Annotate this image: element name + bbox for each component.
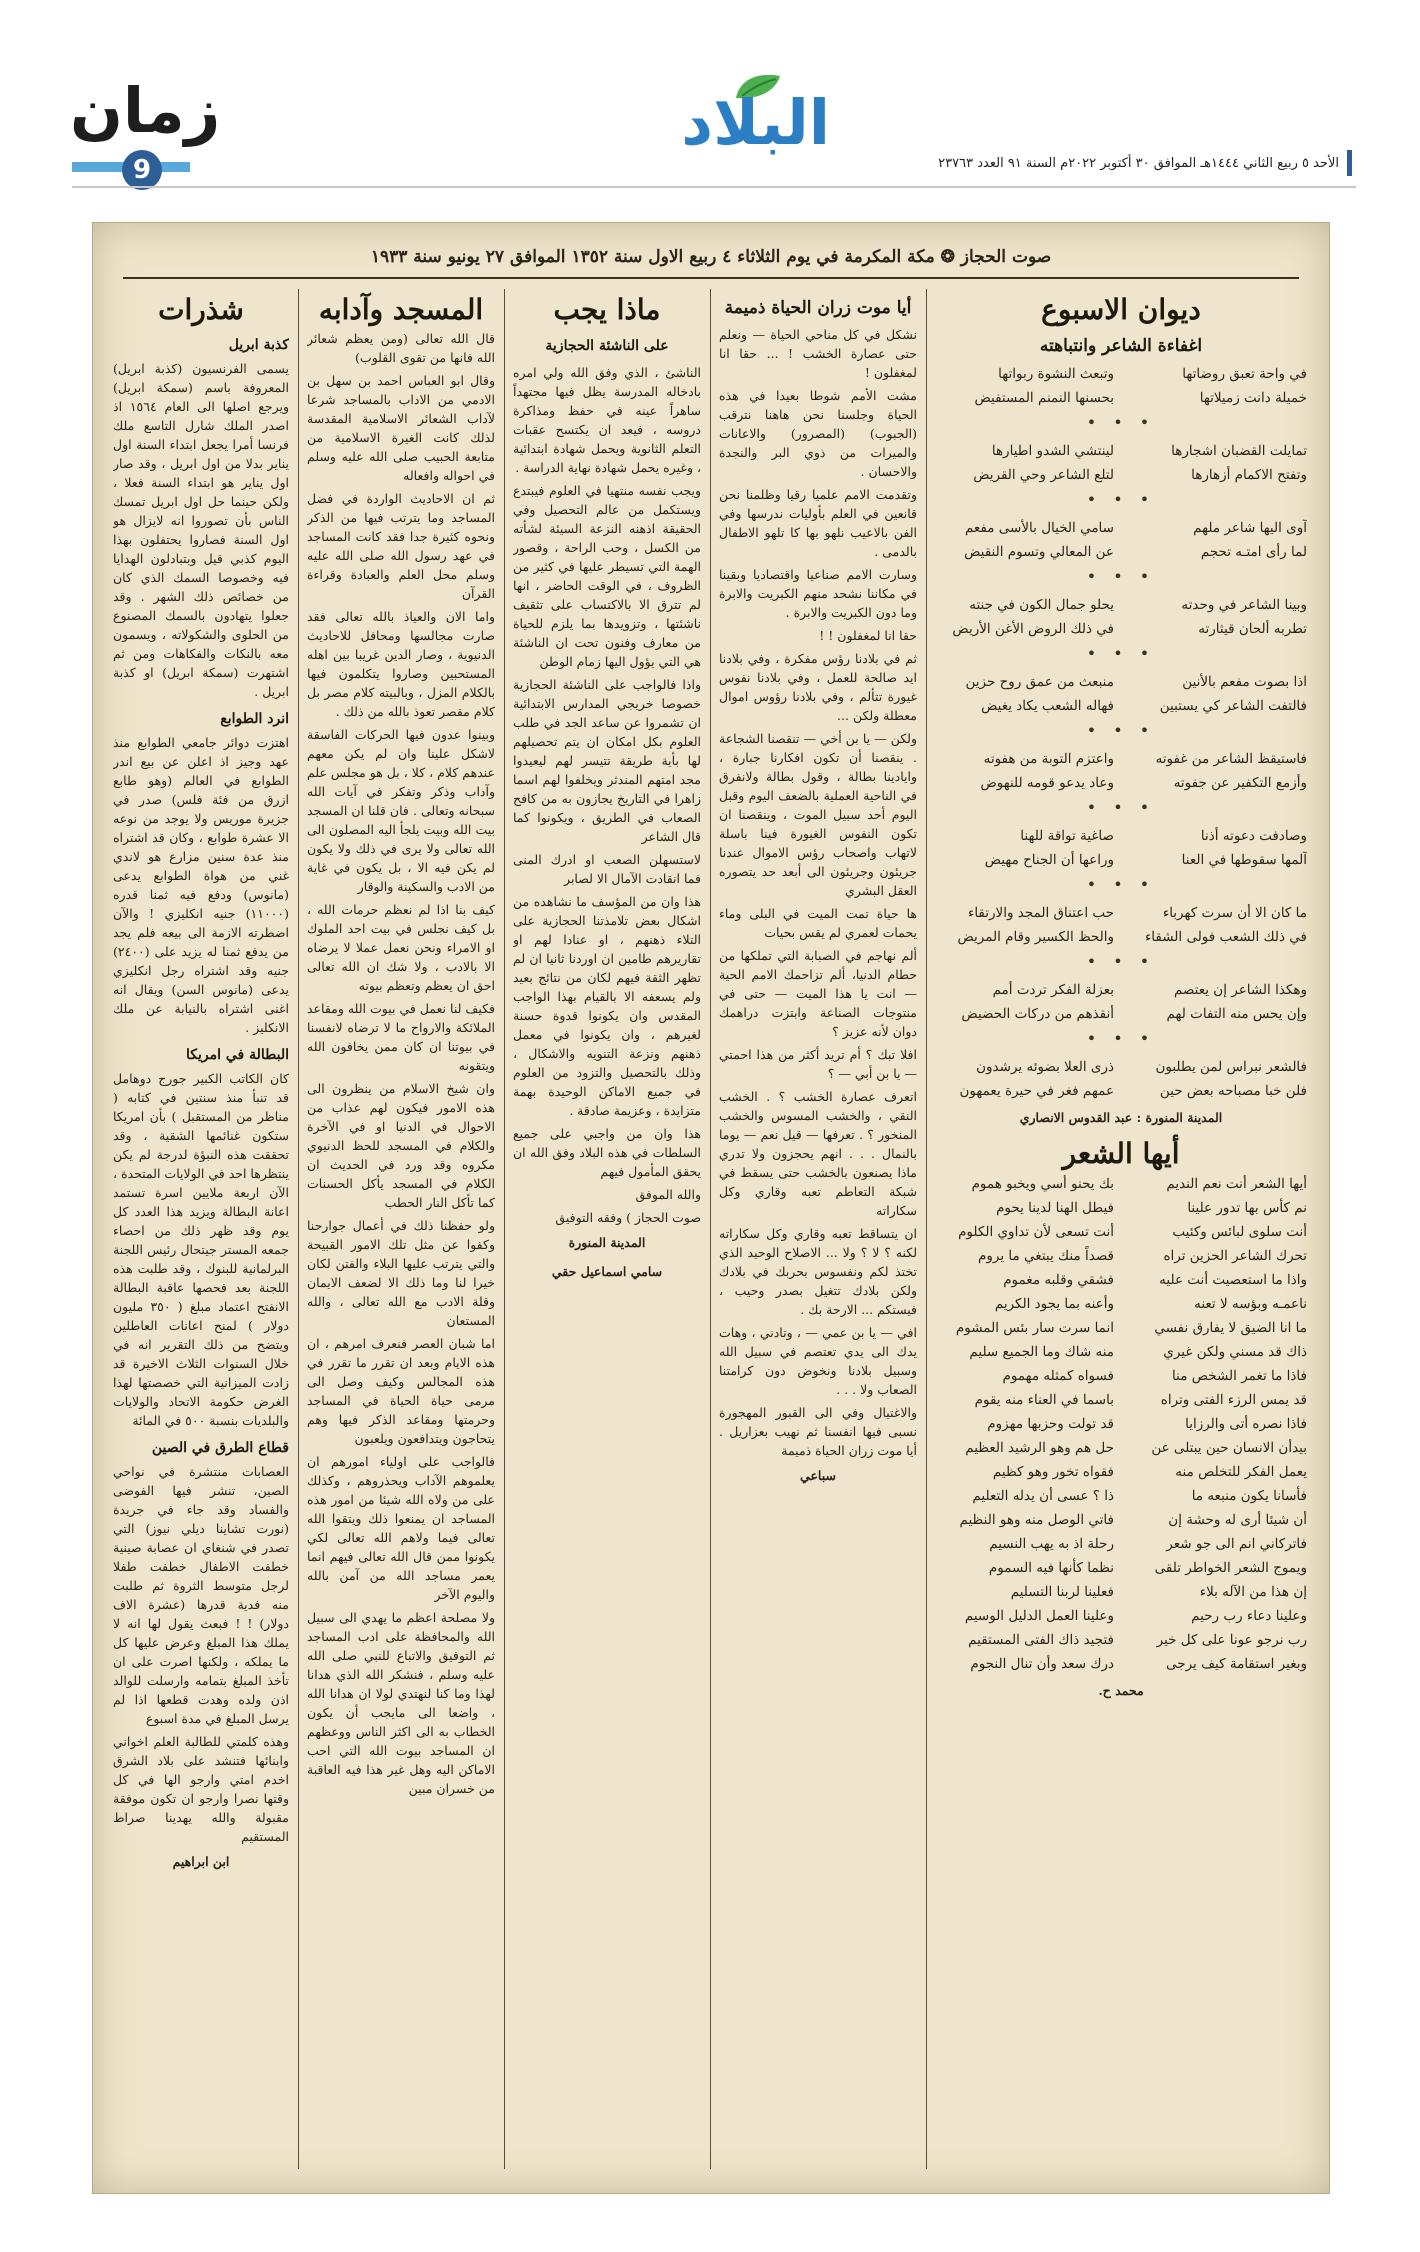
stanza-divider: • • • [1086, 952, 1156, 971]
poem-verse [935, 1509, 1307, 1531]
column-diwan [935, 289, 1307, 2169]
verse-second-hemistich: حل هم وهو الرشيد العظيم [965, 1440, 1114, 1456]
article-paragraph: والاغتيال وفي الى القبور المهجورة نسبى فيها انفسنا ثم نهيب بعزاريل . أيا موت زران الحياة ذميمة [719, 1405, 917, 1458]
shadharat-body [113, 335, 289, 1846]
article-paragraph: صوت الحجاز ) وفقه التوفيق [555, 1210, 701, 1225]
madha-body [513, 363, 701, 1227]
verse-second-hemistich: واعتزم التوبة من هفوته [983, 751, 1114, 767]
stanza-divider: • • • [1086, 798, 1156, 817]
ayamuut-title: أيا موت زران الحياة ذميمة [724, 298, 912, 318]
verse-first-hemistich: وإن يحس منه التفات لهم [1166, 1006, 1307, 1022]
article-paragraph: افلا تبك ؟ أم تريد أكثر من هذا احمتي — يا بن أبي — ؟ [719, 1047, 917, 1081]
verse-first-hemistich: ما انا الضيق لا يفارق نفسي [1154, 1320, 1307, 1336]
verse-second-hemistich: حب اعتناق المجد والارتقاء [967, 905, 1114, 921]
stanza-divider: • • • [1086, 567, 1156, 586]
poem-verse [935, 825, 1307, 847]
verse-first-hemistich: ناعمـه وبؤسه لا تعنه [1194, 1296, 1307, 1312]
verse-second-hemistich: وعاد يدعو قومه للنهوض [980, 775, 1114, 791]
verse-first-hemistich: أنت سلوى لبائس وكئيب [1172, 1224, 1307, 1240]
poem-verse [935, 1629, 1307, 1651]
verse-second-hemistich: بحسنها النمنم المستفيض [974, 390, 1114, 406]
verse-first-hemistich: وصادفت دعوته أذنا [1200, 828, 1307, 844]
verse-second-hemistich: والحظ الكسير وقام المريض [957, 929, 1114, 945]
verse-first-hemistich: وأزمع التكفير عن جفوته [1173, 775, 1307, 791]
poem-verse [935, 1413, 1307, 1435]
poem2-title: أيها الشعر [1062, 1137, 1180, 1170]
verse-first-hemistich: فالشعر نبراس لمن يطلبون [1155, 1059, 1307, 1075]
poem-verse [935, 1221, 1307, 1243]
column-rule [926, 289, 927, 2169]
article-paragraph: وان شيخ الاسلام من ينظرون الى هذه الامور فيكون لهم عذاب من الاحوال في الدنيا او في الآخرة والكلام في المسجد للحظ الدنيوي مكروه وقد ورد في الحديث ان الكلام في المسجد يأكل الحسنات كما تأكل النار الحطب [307, 1081, 495, 1210]
column-masjid [307, 289, 495, 2169]
article-paragraph: وسارت الامم صناعيا واقتصاديا وبقينا في مكاننا نشحد منهم الكبريت والابرة وما دون الكبريت والابرة . [719, 567, 917, 620]
verse-second-hemistich: صاغية تواقة للهنا [1020, 828, 1114, 844]
stanza-divider: • • • [1086, 490, 1156, 509]
poem-verse [935, 387, 1307, 409]
column-shadharat [113, 289, 289, 2169]
poem-verse [935, 1317, 1307, 1339]
poem-verse [935, 440, 1307, 462]
verse-second-hemistich: رحلة اذ به يهب النسيم [989, 1536, 1114, 1552]
verse-second-hemistich: فعلينا لربنا التسليم [1010, 1584, 1114, 1600]
verse-second-hemistich: فقواه تخور وهو كظيم [992, 1464, 1114, 1480]
archive-masthead: صوت الحجاز ❂ مكة المكرمة في يوم الثلاثاء ٤ ربيع الاول سنة ١٣٥٢ الموافق ٢٧ يونيو سنة ١٩٣٣ [123, 237, 1299, 279]
verse-first-hemistich: في ذلك الشعب فولى الشقاء [1144, 929, 1307, 945]
masjid-title: المسجد وآدابه [318, 293, 484, 326]
verse-second-hemistich: عمهم فغر في حيرة يعمهون [959, 1083, 1114, 1099]
verse-second-hemistich: منبعث من عمق روح حزين [965, 674, 1114, 690]
poem-verse [935, 363, 1307, 385]
shadharat-paragraph: العصابات منتشرة في نواحي الصين، تنشر فيها الفوضى والفساد وقد جاء في جريدة (نورت تشاينا ديلي نيوز) التي تصدر في شنغاي ان عصابة صينية خطفت الاطفال خطفت طفلا لرجل متوسط الثروة ثم طلبت منه فدية قدرها (عشرة الاف دولار) ! ! فبعث يقول لها انه لا يملك هذا المبلغ وعرض عليها كل ما يملكه ، ولكنها اصرت على ان تأخذ المبلغ بتمامه وارسلت للوالد اذن ولده وهدت قطعها اذا لم يرسل المبلغ في مدة اسبوع [113, 1464, 289, 1726]
poem-verse [935, 1485, 1307, 1507]
article-paragraph: فكيف لنا نعمل في بيوت الله ومقاعد الملائكة والارواح ما لا ترضاه لانفسنا في بيوتنا ان كان ممن يخافون الله ويتقونه [307, 1001, 495, 1073]
verse-second-hemistich: سامي الخيال بالأسى مفعم [964, 520, 1114, 536]
verse-first-hemistich: تطربه ألحان قيثارته [1198, 621, 1307, 637]
verse-second-hemistich: وراعها أن الجناح مهيض [984, 852, 1114, 868]
verse-second-hemistich: فيطل الهنا لدينا يحوم [996, 1200, 1114, 1216]
verse-first-hemistich: وتفتح الاكمام أزهارها [1191, 467, 1307, 483]
poem-verse [935, 1557, 1307, 1579]
verse-first-hemistich: واذا ما استعصيت أنت عليه [1159, 1272, 1307, 1288]
verse-second-hemistich: أنقذهم من دركات الحضيض [961, 1006, 1114, 1022]
verse-first-hemistich: ويموج الشعر الخواطر تلقى [1154, 1560, 1307, 1576]
article-paragraph: اما شبان العصر فنعرف امرهم ، ان هذه الايام وبعد ان تقرر ما تقرر في هذه المجالس وكيف وصل الى مرمى حياة الحياة في المساجد وحرمتها ومقاعد الذكر فيها وهم يتحاجون ويتدافعون ويلعبون [307, 1336, 495, 1446]
article-paragraph: مشت الأمم شوطا بعيدا في هذه الحياة وجلسنا نحن هاهنا نترقب (الجبوب) (المصرور) والاعانات والميرات من ذوي البر والنجدة والاحسان . [719, 388, 917, 479]
verse-first-hemistich: إن هذا من الآله بلاء [1199, 1584, 1307, 1600]
article-paragraph: ثم في بلادنا رؤس مفكرة ، وفي بلادنا ايد صالحة للعمل ، وفي بلادنا نفوس غيورة تتألم ، وفي بلادنا رؤوس اموال معطلة ولكن ... [719, 651, 917, 723]
verse-second-hemistich: أنت تسعى لأن تداوي الكلوم [958, 1224, 1114, 1240]
shadharat-title: شذرات [158, 293, 244, 326]
poem-verse [935, 1365, 1307, 1387]
diwan-signature: المدينة المنورة : عبد القدوس الانصاري [1019, 1110, 1223, 1125]
poem-verse [935, 849, 1307, 871]
madha-signature: سامي اسماعيل حقي [551, 1264, 663, 1279]
verse-first-hemistich: بيدأن الانسان حين يبتلى عن [1151, 1440, 1307, 1456]
verse-first-hemistich: ما كان الا أن سرت كهرباء [1162, 905, 1307, 921]
verse-first-hemistich: فلن خبا مصباحه بعض حين [1159, 1083, 1307, 1099]
poem-verse [935, 1003, 1307, 1025]
verse-second-hemistich: في ذلك الروض الأغن الأريض [952, 621, 1114, 637]
verse-second-hemistich: باسما في العناء منه يقوم [974, 1392, 1114, 1408]
stanza-divider: • • • [1086, 721, 1156, 740]
article-paragraph: ويجب نفسه منتهيا في العلوم فيبتدع ويستكمل من عالم التحصيل وفي الحقيقة اذهنه النزعة السيئة لشأته من الكسل ، وحب الراحة ، وقصور الهمة التي تسيطر عليها في كثير من الظروف ، في الوقت الحاضر ، انها لم تترق الا بالاكتساب على تثقيف ناشئتها ، وتزويدها بما يلزم للحياة من معارف وفنون تحت ان الناشئة هي التي يؤول اليها زمام الوطن [513, 483, 701, 669]
shadharat-heading: قطاع الطرق في الصين [151, 1440, 289, 1456]
stanza-divider: • • • [1086, 1029, 1156, 1048]
verse-second-hemistich: فسواه كمثله مهموم [1002, 1368, 1114, 1384]
article-paragraph: وتقدمت الامم علميا رقيا وظلمنا نحن قانعين في العلم بأوليات ندرسها وفي الفن بالاعيب نلهو بها كا تلهو الاطفال بالدمى . [719, 487, 917, 559]
verse-first-hemistich: أن شيئا أرى له وحشة إن [1168, 1512, 1307, 1528]
poem-verse [935, 1437, 1307, 1459]
article-paragraph: افي — يا بن عمي — ، وتادني ، وهات يدك الى يدي تعتصم في سبيل الله وسبيل بلادنا ونخوض دون كرامتنا الصعاب ولا . . . [719, 1325, 917, 1397]
verse-first-hemistich: اذا بصوت مفعم بالأنين [1182, 674, 1307, 690]
verse-first-hemistich: أيها الشعر أنت نعم النديم [1166, 1176, 1307, 1192]
article-paragraph: واما الان والعياذ بالله تعالى فقد صارت مجالسها ومحافل للاحاديث الدنيوية ، وصار الدين غريبا بين اهله المستحبين وصاروا يتكلمون فيها بالكلام المزل ، وبالبيته كلام مصر بل كلام مقصر تعوذ بالله من ذلك . [307, 609, 495, 719]
issue-dateline: الأحد ٥ ربيع الثاني ١٤٤٤هـ الموافق ٣٠ أكتوبر ٢٠٢٢م السنة ٩١ العدد ٢٣٧٦٣ [938, 150, 1352, 176]
poem-verse [935, 979, 1307, 1001]
verse-first-hemistich: فالتفت الشاعر كي يستبين [1159, 698, 1307, 714]
madha-subtitle: على الناشئة الحجازية [545, 338, 669, 354]
article-paragraph: واذا فالواجب على الناشئة الحجازية خصوصا خريجي المدارس الابتدائية ان تشمروا عن ساعد الجد في طلب العلوم بكل امكان ان يتم تحصيلهم لها بأية طريقة تتيسر لهم ليعيدوا مجد امتهم المندثر ويخلفوا لهم اسما زاهرا في التاريخ يجازون به من كافح الصعاب في الطريق ، ويكونوا كما قال الشاعر [513, 677, 701, 844]
stanza-divider: • • • [1086, 644, 1156, 663]
article-paragraph: فالواجب على اولياء امورهم ان يعلموهم الآداب ويحذروهم ، وكذلك على من ولاه الله شيئا من امور هذه المساجد ان يمنعوا ذلك ويتقوا الله تعالى فيما ولاهم الله تعالى لكي يكونوا ممن قال الله تعالى فيهم انما يعمر مساجد الله من آمن بالله واليوم الآخر [307, 1454, 495, 1602]
shadharat-heading: انرد الطوابع [220, 711, 289, 727]
madha-place: المدينة المنورة [568, 1235, 646, 1250]
poem2-poem [935, 1173, 1307, 1675]
stanza-divider: • • • [1086, 413, 1156, 432]
verse-first-hemistich: فاستيقظ الشاعر من غفوته [1155, 751, 1307, 767]
verse-second-hemistich: وعلينا العمل الدليل الوسيم [964, 1608, 1114, 1624]
verse-first-hemistich: فأسانا يكون منبعه ما [1191, 1488, 1307, 1504]
column-rule [298, 289, 299, 2169]
verse-first-hemistich: فاذا ما تغمر الشخص منا [1172, 1368, 1307, 1384]
article-paragraph: لاستسهلن الصعب او ادرك المنى فما انقادت الآمال الا لصابر [513, 852, 701, 886]
shadharat-heading: كذبة ابريل [228, 337, 289, 353]
poem-verse [935, 671, 1307, 693]
shadharat-paragraph: وهذه كلمتي للطالبة العلم اخواني وابنائها فتنشد على بلاد الشرق اخدم امتي وارجو الها في كل وقتها نصرا وارجو ان تكون موفقة مقبولة والله يهدينا صراط المستقيم [113, 1734, 289, 1844]
article-paragraph: الناشئ ، الذي وفق الله ولي امره بادخاله المدرسة يظل فيها مجتهداً ساهراً عينه في حفظ ومذاكرة دروسه ، فيعد ان يكتسح عقبات التعلم الثانوية ويحمل شهادة ابتدائية ، وغيره يحمل شهادة نهاية الدراسة . [513, 365, 701, 475]
verse-second-hemistich: منه شاك وما الجميع سليم [969, 1344, 1114, 1360]
verse-first-hemistich: قد يمس الرزء الفتى وتراه [1160, 1392, 1307, 1408]
column-ayamuut [719, 289, 917, 2169]
verse-first-hemistich: آلمها سقوطها في العنا [1181, 852, 1307, 868]
verse-first-hemistich: رب نرجو عونا على كل خير [1156, 1632, 1307, 1648]
verse-first-hemistich: وعلينا دعاء رب رحيم [1191, 1608, 1307, 1624]
verse-second-hemistich: انما سرت سار بئس المشوم [955, 1320, 1114, 1336]
article-paragraph: حقا انا لمغفلون ! ! [819, 628, 917, 643]
poem-verse [935, 902, 1307, 924]
article-paragraph: ها حياة تمت الميت في البلى وماء يحمات لعمري لم يقس بحيات [719, 906, 917, 940]
section-title: زمان [70, 74, 221, 147]
poem-verse [935, 748, 1307, 770]
poem-verse [935, 1080, 1307, 1102]
verse-first-hemistich: فاذا نصره أتى والرزايا [1185, 1416, 1307, 1432]
verse-second-hemistich: يحلو جمال الكون في جنته [969, 597, 1114, 613]
ayamuut-signature: سباعي [800, 1468, 836, 1483]
poem-verse [935, 517, 1307, 539]
logo-wordmark: البلاد [681, 86, 830, 159]
poem-verse [935, 1269, 1307, 1291]
article-paragraph: ان يتساقط تعبه وقاري وكل سكاراته لكنه ؟ لا ؟ ولا ... الاصلاح الوحيد الذي تختذ لكم ونفسوس بحربك في بلادك ولكن بلادك تتغيل بصدر وحيب ، فيستكم ... الارحة بك . [719, 1226, 917, 1317]
poem-verse [935, 541, 1307, 563]
poem-verse [935, 594, 1307, 616]
poem2-signature: محمد ح. [1098, 1683, 1144, 1698]
poem-verse [935, 1533, 1307, 1555]
article-paragraph: ولا مصلحة اعظم ما يهدي الى سبيل الله والمحافظة على ادب المساجد ثم التوفيق والاتباع للنبي صلى الله عليه وسلم ، فنشكر الله الذي هدانا لهذا وما كنا لنهتدي لولا ان هدانا الله ، واضعا الى مايجب أن يكون الخطاب به الى اكثر الناس ووعظهم ان المساجد بيوت الله التي احب الاماكن اليه وهل غير هذا فيه العاقبة من خسران مبين [307, 1610, 495, 1796]
shadharat-signature: ابن ابراهيم [172, 1854, 230, 1869]
verse-first-hemistich: لما رأى امتـه تحجم [1200, 544, 1307, 560]
poem-verse [935, 464, 1307, 486]
shadharat-paragraph: كان الكاتب الكبير جورج دوهامل قد تنبأ منذ سنتين في كتابه ( مناظر من المستقبل ) بأن امريكا ستكون غنائمها الشقية ، وقد تحققت هذه النبؤة لدرجة لم يكن ينتظرها احد في الولايات المتحدة ، الآن اربعة ملايين اسرة تستمد اعانة البطالة ويزيد هذا العدد كل يوم وقد ظهر ذلك من احصاء جمعه المستر جيتحال رئيس اللجنة البرلمانية للبنوك ، وقد طلبت هذه اللجنة بعد فحصها عاقبة البطالة الانفتح اعتماد مبلغ ( ٣٥٠ مليون دولار ) لمنح اعانات العاطلين ويتضح من ذلك التقرير انه في خلال السنوات الثلاث الاخيرة قد زادت الميزانية التي خصصتها لهذا الغرض حكومة الاتحاد والولايات والبلديات بنسبة ٥٠٠ في المائة [113, 1071, 289, 1428]
poem-verse [935, 1197, 1307, 1219]
poem-verse [935, 1605, 1307, 1627]
article-paragraph: هذا وان من واجبي على جميع السلطات في هذه البلاد وفق الله ان يحقق المأمول فيهم [513, 1126, 701, 1179]
poem-verse [935, 1056, 1307, 1078]
verse-first-hemistich: في واحة تعبق روضاتها [1182, 366, 1307, 382]
verse-second-hemistich: ذرى العلا بضوئه يرشدون [976, 1059, 1114, 1075]
article-paragraph: هذا وان من المؤسف ما نشاهده من اشكال بعض تلامذتنا الحجازية على التلاء ذهنهم ، او عنادا لهم او تقاريرهم طامين ان اوردنا ثانيا ان لم تظهر الثقة فيهم لكان من نتائج بعيد ولم يسعفه الا بالقيام بهذا الواجب المقدس وان يكونوا قدوة حسنة لغيرهم ، وان يكونوا في معمل ذهنهم ونزعة التنويه والاشكال ، وذلك بالتحصيل والتزود من العلوم في جميع الاماكن الوحيدة بهمة متزايدة ، وعزيمة صادقة . [513, 894, 701, 1118]
poem-verse [935, 618, 1307, 640]
verse-second-hemistich: فهاله الشعب يكاد يغيض [981, 698, 1114, 714]
verse-first-hemistich: نم كأس بها تدور علينا [1187, 1200, 1307, 1216]
verse-second-hemistich: قصداً منك يبتغي ما يروم [978, 1248, 1114, 1264]
poem-verse [935, 1653, 1307, 1675]
poem-verse [935, 1461, 1307, 1483]
column-rule [504, 289, 505, 2169]
diwan-title: ديوان الاسبوع [1041, 293, 1201, 326]
verse-second-hemistich: فتجيد ذاك الفتى المستقيم [968, 1632, 1114, 1648]
verse-second-hemistich: فاتي الوصل منه وهو النظيم [959, 1512, 1114, 1528]
verse-second-hemistich: نظما كأنها فيه السموم [988, 1560, 1114, 1576]
poem-verse [935, 1341, 1307, 1363]
article-paragraph: قال الله تعالى (ومن يعظم شعائر الله فانها من تقوى القلوب) [307, 331, 495, 365]
verse-second-hemistich: وتبعث النشوة ربواتها [998, 366, 1114, 382]
article-paragraph: اتعرف عصارة الخشب ؟ . الخشب النقي ، والخشب المسوس والخشب المنخور ؟ . تعرفها — قيل نعم — يوما بالنمال . . . انهم يحجزون ولا تدري ماذا يصنعون بالخشب حتى يسقط في شبكة التعاطم تعبه وقاري وكل سكاراته [719, 1089, 917, 1218]
verse-second-hemistich: درك سعد وأن تنال النجوم [970, 1656, 1114, 1672]
poem-verse [935, 1389, 1307, 1411]
column-madha [513, 289, 701, 2169]
article-paragraph: نشكل في كل مناحي الحياة — ونعلم حتى عصارة الخشب ! ... حقا انا لمغفلون ! [719, 327, 917, 380]
header-divider [72, 186, 1356, 188]
newspaper-logo [681, 70, 830, 160]
stanza-divider: • • • [1086, 875, 1156, 894]
verse-first-hemistich: خميلة دانت زميلاتها [1199, 390, 1307, 406]
page-header [0, 0, 1420, 200]
shadharat-paragraph: اهتزت دوائر جامعي الطوابع منذ عهد وجيز اذ اعلن عن بيع اندر الطوابع في العالم (وهو طابع ازرق من فئة فلس) صدر في جزيرة موريس ولا يوجد من نوعه الا عشرة طوابع ، وكان قد اشتراه منذ عدة سنين مزارع هو لاندي غني من هواة الطوابع يدعى (مانوس) ودفع فيه ثمنا قدره (١١٠٠٠) جنيه انكليزي ! والآن اضطرته الازمة الى بيعه فلم يجد من يدفع ثمنا له يزيد على (٢٤٠٠) جنيه وقد اشتراه رجل انكليزي يدعى (مانوس السن) ويقال انه اغنى اشتراه بالنيابة عن ملك الانكليز . [113, 735, 289, 1035]
poem-verse [935, 1173, 1307, 1195]
article-paragraph: ولكن — يا بن أخي — تنقصنا الشجاعة . ينقصنا أن تكون افكارنا جبارة ، وايادينا بطالة ، وقول بطالة ولانفرق في الناحية العملية بالضعف اليوم وقبل اليوم أحد سبيل الموت ، وينقصنا ان تكون النفوس الغيورة فينا باسلة لاتهاب واصحاب رؤس الاموال عندنا جريئون وجريئون الى أبعد حد يتصوره العقل البشري [719, 731, 917, 898]
poem-verse [935, 772, 1307, 794]
poem-verse [935, 1245, 1307, 1267]
verse-second-hemistich: فشقي وقلبه مغموم [1003, 1272, 1114, 1288]
column-rule [710, 289, 711, 2169]
verse-first-hemistich: فاتركاني انم الى جو شعر [1166, 1536, 1307, 1552]
poem-verse [935, 1581, 1307, 1603]
archive-newspaper-page [92, 222, 1330, 2194]
poem-verse [935, 1293, 1307, 1315]
verse-first-hemistich: وبينا الشاعر في وحدته [1181, 597, 1307, 613]
verse-second-hemistich: قد تولت وحزبها مهزوم [987, 1416, 1114, 1432]
verse-second-hemistich: بك يحنو أسي ويخبو هموم [971, 1176, 1114, 1192]
shadharat-paragraph: يسمى الفرنسيون (كذبة ابريل) المعروفة باسم (سمكة ابريل) ويرجع اصلها الى العام ١٥٦٤ اذ اصدر الملك شارل التاسع ملك فرنسا أمرا يجعل ابتداء السنة اول يناير بدلا من اول ابريل ، وقد صار اول يناير هو ابتداء السنة فعلا ، ولكن حينما حل اول ابريل تمسك الناس بأن تصوروا انه لايزال هو اول السنة فصاروا يحتفلون بهذا اليوم كذبي قيل وبتبادلون الهدايا فيه وخصوصا السمك الذي كان من خصائص ذلك الشهر . وقد جعلوا يتهادون بالسمك المصنوع من الحلوى والشكولاته ، ويسمون معه بالنكات والفكاهات ومن ثم اشتهرت (سمكة ابريل) او كذبة ابريل . [113, 361, 289, 699]
article-paragraph: ولو حفظنا ذلك في أعمال جوارحنا وكفوا عن مثل تلك الامور القبيحة والتي يترتب عليها البلاء والفتن لكان خيرا لنا وما ذلك الا لضعف الايمان وقلة الادب مع الله تعالى ، والله المستعان [307, 1218, 495, 1328]
verse-first-hemistich: ذاك قد مسني ولكن غيري [1163, 1344, 1307, 1360]
article-paragraph: وبينوا عدون فيها الحركات الفاسقة لاشكل علينا وان لم يكن معهم عندهم كلام ، كلا ، بل هو مجلس علم وآداب وذكر وتفكر في آيات الله سبحانه وتعالى . فان قلنا ان المسجد بيت الله وبيت يلجأ اليه المصلون الى الله تعالى ولا يرى في ذلك ولا يكون لم يكن فيه الا ، بل يكون في غاية من الادب والسكينة والوقار [307, 727, 495, 894]
poem-verse [935, 926, 1307, 948]
verse-first-hemistich: آوى اليها شاعر ملهم [1193, 520, 1307, 536]
verse-first-hemistich: يعمل الفكر للتخلص منه [1175, 1464, 1307, 1480]
shadharat-heading: البطالة في امريكا [185, 1047, 289, 1063]
poem-verse [935, 695, 1307, 717]
verse-second-hemistich: بعزلة الفكر تردت أمم [992, 982, 1114, 998]
page-number-badge: 9 [122, 150, 162, 190]
verse-second-hemistich: لينتشي الشدو اطيارها [991, 443, 1114, 459]
verse-first-hemistich: تمايلت القضبان اشجارها [1171, 443, 1307, 459]
madha-title: ماذا يجب [553, 293, 661, 326]
masjid-body [307, 329, 495, 1798]
article-paragraph: كيف بنا اذا لم نعظم حرمات الله ، بل كيف نجلس في بيت احد الملوك او الامراء ونحن نعمل عملا لا يرضاه الا بالادب ، ولا شك ان الله تعالى احق ان يعظم وتعظم بيوته [307, 902, 495, 993]
diwan-subtitle: اغفاءة الشاعر وانتباهته [1039, 336, 1203, 356]
article-paragraph: ألم نهاجم في الصبابة التي تملكها من حطام الدنيا، ألم تزاحمك الامم الحية — انت يا هذا الميت — حتى في منتوجات الصناعة وابتزت دراهمك دوان لأنه عزيز ؟ [719, 948, 917, 1039]
verse-second-hemistich: لتلع الشاعر وحي القريض [973, 467, 1114, 483]
verse-first-hemistich: وبغير استقامة كيف يرجى [1165, 1656, 1307, 1672]
article-paragraph: ثم ان الاحاديث الواردة في فضل المساجد وما يترتب فيها من الذكر ونحوه كثيرة جدا فقد كانت المساجد في عهد رسول الله صلى الله عليه وسلم محل العلم والعبادة وقراءة القرآن [307, 491, 495, 601]
diwan-poem [935, 363, 1307, 1102]
ayamuut-body [719, 325, 917, 1460]
verse-second-hemistich: ذا ؟ عسى أن يدله التعليم [972, 1488, 1114, 1504]
verse-second-hemistich: عن المعالي وتسوم النقيض [964, 544, 1114, 560]
verse-first-hemistich: وهكذا الشاعر إن يعتصم [1173, 982, 1307, 998]
verse-first-hemistich: تحرك الشاعر الحزين تراه [1163, 1248, 1307, 1264]
article-paragraph: وقال ابو العباس احمد بن سهل بن الادمي من الاداب بالمساجد شرعا لآداب الشعائر الاسلامية المقدسة لذلك كانت الغيرة الاسلامية من متابعة الحبيب صلى الله عليه وسلم في احواله وافعاله [307, 373, 495, 483]
article-paragraph: والله الموفق [635, 1187, 701, 1202]
verse-second-hemistich: وأعنه بما يجود الكريم [994, 1296, 1114, 1312]
